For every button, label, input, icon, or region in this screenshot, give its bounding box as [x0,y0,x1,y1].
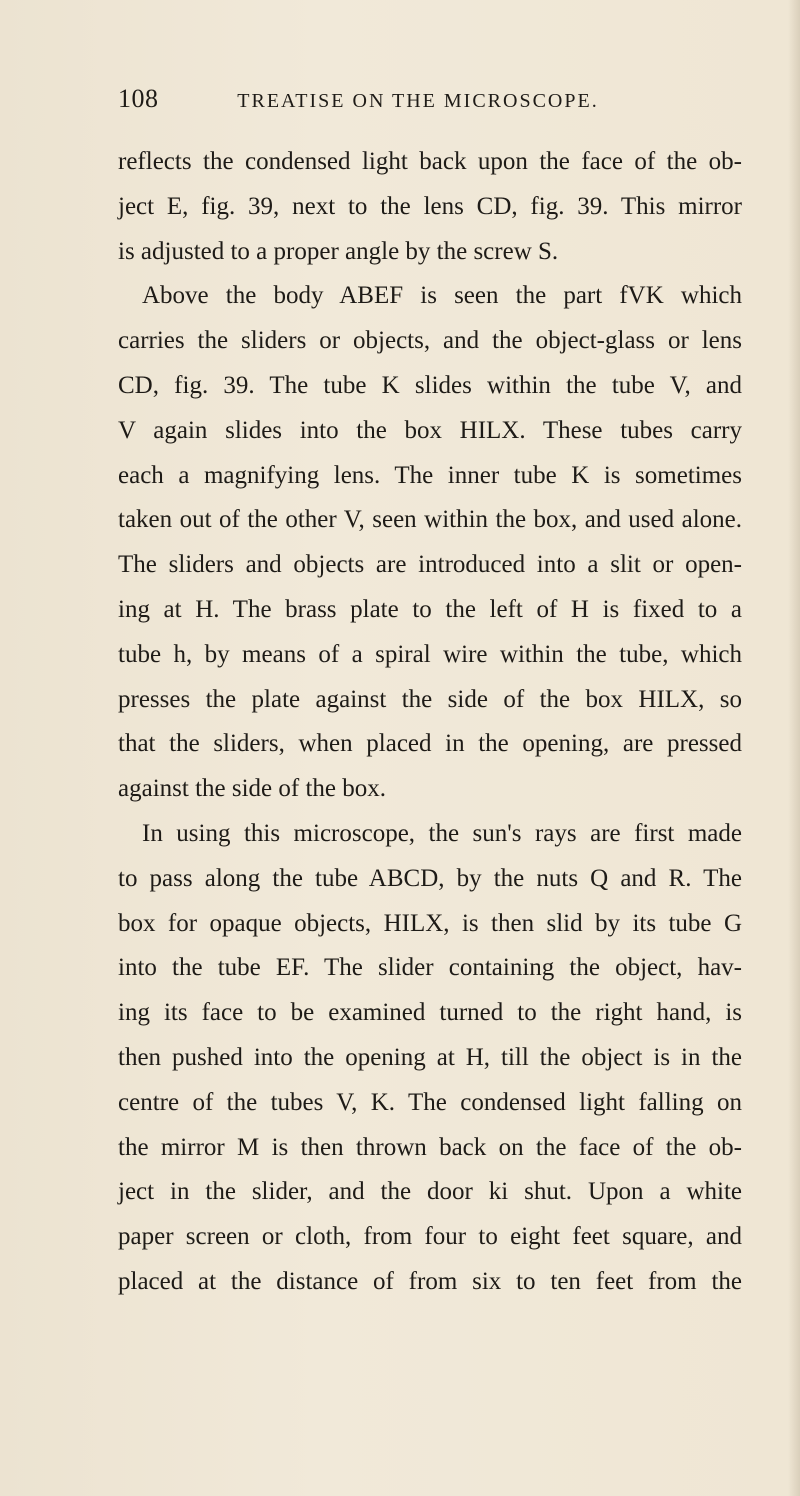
text-line: ject in the slider, and the door ki shut. Upon a white [118,1178,742,1206]
text-line: into the tube EF. The slider containing the object, hav- [118,954,742,982]
text-line: box for opaque objects, HILX, is then slid by its tube G [118,909,742,937]
text-line: taken out of the other V, seen within the box, and used alone. [118,506,742,534]
text-line: The sliders and objects are introduced into a slit or open- [118,551,742,579]
text-line: paper screen or cloth, from four to eight feet square, and [118,1223,742,1251]
text-line: In using this microscope, the sun's rays are first made [142,819,742,847]
text-line: ject E, fig. 39, next to the lens CD, fig. 39. This mirror [118,192,742,220]
text-line: against the side of the box. [118,775,386,803]
text-line: then pushed into the opening at H, till the object is in the [118,1043,742,1071]
body-text [118,140,742,1305]
text-line: each a magnifying lens. The inner tube K is sometimes [118,461,742,489]
running-title: TREATISE ON THE MICROSCOPE. [237,90,599,112]
text-line: presses the plate against the side of the box HILX, so [118,685,742,713]
text-line: V again slides into the box HILX. These tubes carry [118,416,742,444]
page-number: 108 [118,84,159,113]
text-line: to pass along the tube ABCD, by the nuts Q and R. The [118,864,742,892]
text-line: tube h, by means of a spiral wire within the tube, which [118,640,742,668]
text-line: is adjusted to a proper angle by the screw S. [118,237,559,265]
text-line: centre of the tubes V, K. The condensed light falling on [118,1088,742,1116]
text-line: reflects the condensed light back upon the face of the ob- [118,148,742,175]
text-line: that the sliders, when placed in the opening, are pressed [118,730,742,758]
text-line: ing at H. The brass plate to the left of H is fixed to a [118,595,742,623]
text-line: the mirror M is then thrown back on the face of the ob- [118,1133,742,1161]
text-line: carries the sliders or objects, and the object-glass or lens [118,327,742,355]
text-line: placed at the distance of from six to ten feet from the [118,1267,742,1295]
text-line: CD, fig. 39. The tube K slides within the tube V, and [118,371,742,399]
page-edge-shadow [788,0,800,1496]
text-line: ing its face to be examined turned to the right hand, is [118,999,742,1027]
text-line: Above the body ABEF is seen the part fVK which [142,282,742,310]
